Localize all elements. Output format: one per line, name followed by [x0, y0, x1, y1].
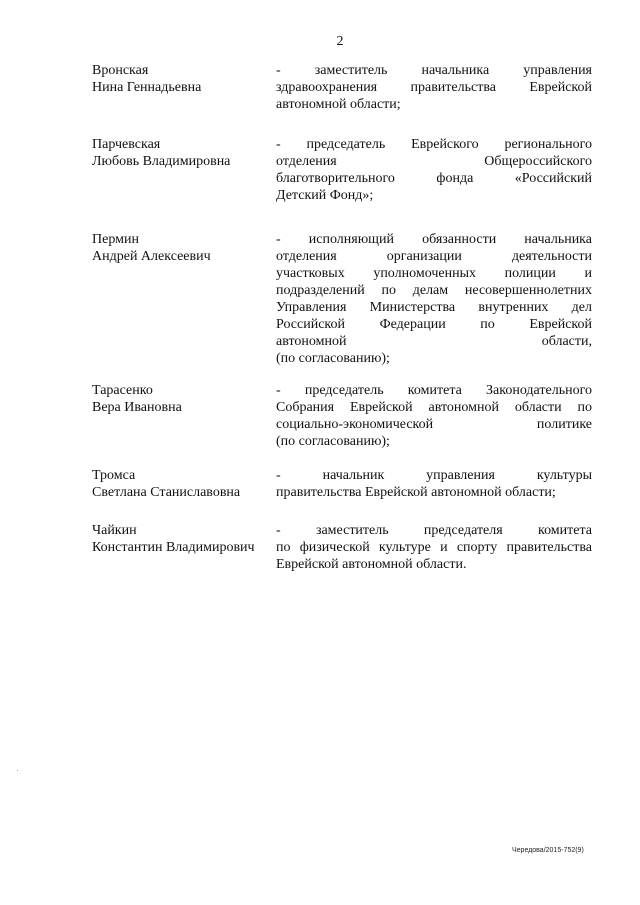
member-entry — [92, 467, 592, 501]
member-name — [92, 231, 276, 367]
position-line: социально-экономической политике — [276, 417, 592, 432]
position-line: - начальник управления культуры — [276, 468, 592, 483]
position-line: Управления Министерства внутренних дел — [276, 300, 592, 315]
scan-speck — [17, 770, 18, 771]
position-line: - председатель комитета Законодательного — [276, 383, 592, 398]
member-position — [276, 522, 592, 573]
page-number: 2 — [336, 34, 344, 49]
position-line: (по согласованию); — [276, 351, 390, 366]
member-surname: Парчевская — [92, 137, 161, 152]
position-line: правительства Еврейской автономной области; — [276, 485, 556, 500]
position-line: - исполняющий обязанности начальника — [276, 232, 592, 247]
member-entry — [92, 382, 592, 450]
member-surname: Вронская — [92, 63, 149, 78]
position-line: по физической культуре и спорту правительства — [276, 540, 592, 555]
position-line: отделения организации деятельности — [276, 249, 592, 264]
member-name — [92, 62, 276, 113]
member-position — [276, 231, 592, 367]
member-name — [92, 136, 276, 204]
position-line: Детский Фонд»; — [276, 188, 374, 203]
member-position — [276, 382, 592, 450]
position-line: подразделений по делам несовершеннолетних — [276, 283, 592, 298]
document-code: Чередова/2015-752(9) — [512, 847, 584, 854]
position-line: участковых уполномоченных полиции и — [276, 266, 592, 281]
position-line: - председатель Еврейского регионального — [276, 137, 592, 152]
member-surname: Тромса — [92, 468, 136, 483]
member-entry — [92, 522, 592, 573]
member-surname: Чайкин — [92, 523, 137, 538]
member-name — [92, 522, 276, 573]
position-line: - заместитель председателя комитета — [276, 523, 592, 538]
position-line: автономной области, — [276, 334, 592, 349]
position-line: (по согласованию); — [276, 434, 390, 449]
member-entry — [92, 136, 592, 204]
member-surname: Пермин — [92, 232, 139, 247]
position-line: Еврейской автономной области. — [276, 557, 467, 572]
position-line: Собрания Еврейской автономной области по — [276, 400, 592, 415]
member-given-names: Нина Геннадьевна — [92, 80, 202, 95]
position-line: - заместитель начальника управления — [276, 63, 592, 78]
member-position — [276, 467, 592, 501]
position-line: здравоохранения правительства Еврейской — [276, 80, 592, 95]
member-entry — [92, 231, 592, 367]
member-given-names: Вера Ивановна — [92, 400, 182, 415]
member-entry — [92, 62, 592, 113]
member-position — [276, 136, 592, 204]
member-given-names: Андрей Алексеевич — [92, 249, 211, 264]
member-given-names: Константин Владимирович — [92, 540, 255, 555]
position-line: Российской Федерации по Еврейской — [276, 317, 592, 332]
position-line: отделения Общероссийского — [276, 154, 592, 169]
position-line: автономной области; — [276, 97, 401, 112]
member-name — [92, 382, 276, 450]
position-line: благотворительного фонда «Российский — [276, 171, 592, 186]
member-given-names: Светлана Станиславовна — [92, 485, 241, 500]
member-name — [92, 467, 276, 501]
member-position — [276, 62, 592, 113]
member-list — [92, 62, 592, 573]
member-surname: Тарасенко — [92, 383, 153, 398]
member-given-names: Любовь Владимировна — [92, 154, 231, 169]
